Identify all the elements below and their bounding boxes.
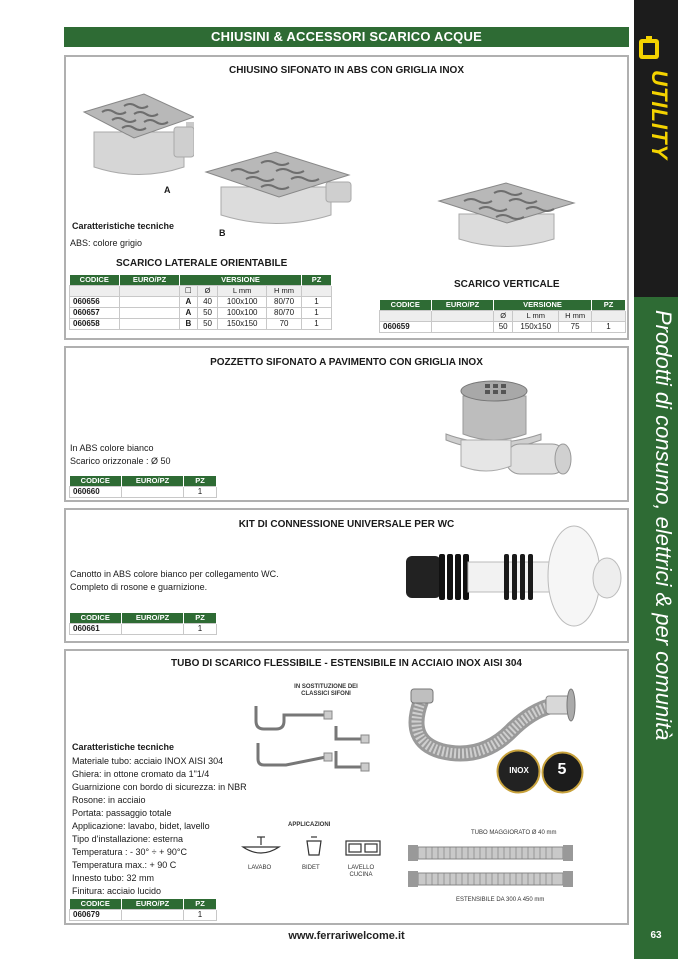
th-codice: CODICE	[70, 613, 122, 623]
specs-title: Caratteristiche tecniche	[72, 742, 175, 752]
sub-h: H mm	[267, 285, 302, 296]
section-title: TUBO DI SCARICO FLESSIBILE - ESTENSIBILE IN ACCIAIO INOX AISI 304	[171, 658, 522, 669]
row-diameter: 40	[197, 296, 218, 307]
th-pz: PZ	[184, 476, 217, 486]
table-row	[70, 307, 332, 318]
row-diameter: 50	[494, 321, 513, 332]
th-codice: CODICE	[380, 300, 432, 310]
specs-list	[72, 755, 292, 898]
row-price	[432, 321, 494, 332]
th-euro: EURO/PZ	[432, 300, 494, 310]
desc-line-2: Completo di rosone e guarnizione.	[70, 582, 208, 592]
table-row	[70, 296, 332, 307]
tube-label-bottom: ESTENSIBILE DA 300 A 450 mm	[456, 897, 545, 903]
left-table-title: SCARICO LATERALE ORIENTABILE	[116, 258, 288, 269]
section-kit-wc	[64, 508, 629, 643]
wc-kit-table	[69, 613, 217, 635]
section-title: KIT DI CONNESSIONE UNIVERSALE PER WC	[238, 519, 455, 530]
specs-title: Caratteristiche tecniche	[72, 221, 175, 231]
drain-vertical-image	[434, 179, 579, 254]
row-pz: 1	[302, 307, 332, 318]
row-h: 80/70	[267, 296, 302, 307]
replacement-label: IN SOSTITUZIONE DEI CLASSICI SIFONI	[294, 684, 358, 697]
website-link[interactable]: www.ferrariwelcome.it	[288, 930, 405, 942]
table-row	[70, 486, 217, 497]
section-title: POZZETTO SIFONATO A PAVIMENTO CON GRIGLIA INOX	[210, 357, 483, 368]
label-b: B	[219, 228, 226, 238]
spec-item: Guarnizione con bordo di sicurezza: in NBR	[72, 782, 247, 792]
row-code: 060656	[70, 296, 120, 307]
spec-item: Rosone: in acciaio	[72, 795, 146, 805]
row-price	[122, 623, 184, 634]
row-pz: 1	[184, 486, 217, 497]
th-codice: CODICE	[70, 476, 122, 486]
right-spec-table	[379, 300, 626, 333]
row-price	[120, 296, 180, 307]
sub-diameter: Ø	[197, 285, 218, 296]
row-pz: 1	[184, 623, 217, 634]
spec-item: Materiale tubo: acciaio INOX AISI 304	[72, 756, 224, 766]
row-price	[120, 318, 180, 329]
section-title: CHIUSINO SIFONATO IN ABS CON GRIGLIA INOX	[228, 65, 464, 76]
section-tubo	[64, 649, 629, 925]
row-h: 80/70	[267, 307, 302, 318]
label-a: A	[164, 185, 171, 195]
page-title: CHIUSINI & ACCESSORI SCARICO ACQUE	[64, 27, 629, 47]
tube-label-top: TUBO MAGGIORATO Ø 40 mm	[471, 830, 557, 836]
utility-logo-icon	[637, 35, 663, 63]
drain-b-image	[201, 147, 356, 232]
row-l: 100x100	[218, 307, 267, 318]
category-label: UTILITY	[647, 70, 672, 161]
row-pz: 1	[302, 318, 332, 329]
row-type: A	[180, 307, 198, 318]
th-versione: VERSIONE	[494, 300, 592, 310]
category-subtitle: Prodotti di consumo, elettrici & per comunità	[651, 310, 676, 741]
row-diameter: 50	[197, 307, 218, 318]
table-row	[70, 318, 332, 329]
left-spec-table	[69, 275, 332, 330]
section-pozzetto	[64, 346, 629, 502]
th-pz: PZ	[184, 899, 217, 909]
inox-badge-text: INOX	[509, 766, 529, 775]
row-l: 150x150	[218, 318, 267, 329]
row-code: 060661	[70, 623, 122, 634]
warranty-badge-text: 5	[557, 761, 567, 778]
th-pz: PZ	[592, 300, 626, 310]
spec-item: Tipo d'installazione: esterna	[72, 834, 183, 844]
row-diameter: 50	[197, 318, 218, 329]
th-euro: EURO/PZ	[122, 613, 184, 623]
sub-diameter: Ø	[494, 310, 513, 321]
row-l: 150x150	[513, 321, 559, 332]
section-chiusino	[64, 55, 629, 340]
row-code: 060659	[380, 321, 432, 332]
right-table-title: SCARICO VERTICALE	[454, 279, 560, 290]
applications-icons	[241, 833, 386, 863]
th-euro: EURO/PZ	[120, 275, 180, 285]
tube-dimension-diagram	[406, 841, 581, 896]
page-number: 63	[650, 930, 662, 941]
app-lavello: LAVELLO CUCINA	[347, 865, 375, 878]
row-code: 060658	[70, 318, 120, 329]
row-code: 060679	[70, 909, 122, 920]
spec-item: Applicazione: lavabo, bidet, lavello	[72, 821, 210, 831]
spec-item: Innesto tubo: 32 mm	[72, 873, 155, 883]
sub-h: H mm	[559, 310, 592, 321]
specs-text: ABS: colore grigio	[70, 238, 143, 248]
drain-a-image	[74, 82, 194, 182]
th-euro: EURO/PZ	[122, 899, 184, 909]
checkbox-icon: ☐	[180, 285, 198, 296]
row-h: 70	[267, 318, 302, 329]
row-pz: 1	[184, 909, 217, 920]
row-type: A	[180, 296, 198, 307]
spec-item: Temperatura max.: + 90 C	[72, 860, 177, 870]
spec-item: Portata: passaggio totale	[72, 808, 172, 818]
wc-kit-image	[404, 518, 626, 630]
tubo-table	[69, 899, 217, 921]
th-codice: CODICE	[70, 899, 122, 909]
row-price	[122, 909, 184, 920]
row-l: 100x100	[218, 296, 267, 307]
spec-item: Ghiera: in ottone cromato da 1"1/4	[72, 769, 210, 779]
pozzetto-image	[441, 376, 576, 491]
row-price	[120, 307, 180, 318]
siphon-diagram-icon	[246, 701, 381, 776]
spec-item: Finitura: acciaio lucido	[72, 886, 162, 896]
sub-l: L mm	[513, 310, 559, 321]
applications-label: APPLICAZIONI	[288, 822, 331, 828]
row-pz: 1	[592, 321, 626, 332]
desc-line-2: Scarico orizzonale : Ø 50	[70, 456, 171, 466]
pozzetto-table	[69, 476, 217, 498]
table-row	[70, 623, 217, 634]
th-pz: PZ	[184, 613, 217, 623]
desc-line-1: Canotto in ABS colore bianco per collegamento WC.	[70, 569, 279, 579]
spec-item: Temperatura : - 30° ÷ + 90°C	[72, 847, 187, 857]
row-code: 060660	[70, 486, 122, 497]
app-bidet: BIDET	[302, 865, 320, 871]
table-row	[380, 321, 626, 332]
desc-line-1: In ABS colore bianco	[70, 443, 154, 453]
row-price	[122, 486, 184, 497]
th-euro: EURO/PZ	[122, 476, 184, 486]
th-codice: CODICE	[70, 275, 120, 285]
row-h: 75	[559, 321, 592, 332]
table-row	[70, 909, 217, 920]
sub-l: L mm	[218, 285, 267, 296]
row-type: B	[180, 318, 198, 329]
th-pz: PZ	[302, 275, 332, 285]
row-code: 060657	[70, 307, 120, 318]
th-versione: VERSIONE	[180, 275, 302, 285]
row-pz: 1	[302, 296, 332, 307]
app-lavabo: LAVABO	[248, 865, 272, 871]
